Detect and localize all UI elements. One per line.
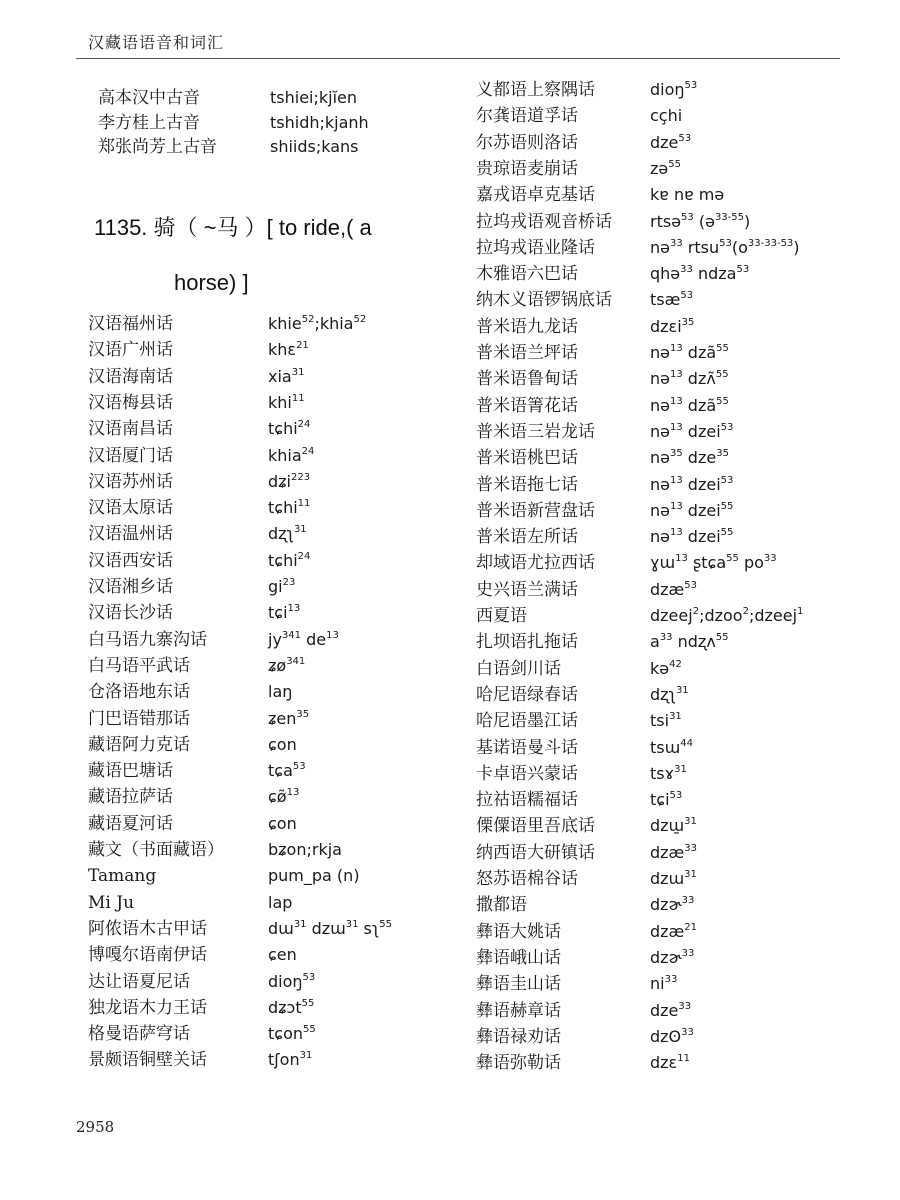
dialect-form: dzɯ$^{31}$ <box>650 869 697 888</box>
dialect-form: $gi^{23}$ <box>268 577 296 596</box>
dialect-name: 扎坝语扎拖话 <box>476 632 578 653</box>
dialect-form: dze$^{33}$ <box>650 1000 692 1020</box>
dialect-name: 藏语阿力克话 <box>88 734 190 755</box>
dialect-name: 史兴语兰满话 <box>476 579 578 600</box>
dialect-form: nə$^{13}$ dzei$^{55}$ <box>650 500 734 520</box>
dialect-name: 木雅语六巴话 <box>476 264 578 285</box>
dialect-name: 门巴语错那话 <box>88 708 190 729</box>
dialect-name: 普米语鲁甸话 <box>476 369 578 390</box>
dialect-form: dɯ$^{31}$ dzɯ$^{31}$ sʅ$^{55}$ <box>268 918 392 938</box>
dialect-form: khia$^{24}$ <box>268 445 315 465</box>
dialect-name: 阿侬语木古甲话 <box>88 918 207 939</box>
dialect-form: nə$^{35}$ dze$^{35}$ <box>650 448 729 468</box>
dialect-form: kɐ nɐ mə <box>650 185 725 205</box>
dialect-form: qhə$^{33}$ ndza$^{53}$ <box>650 264 750 284</box>
dialect-name: 白马语九寨沟话 <box>88 629 207 650</box>
dialect-form: dze$^{53}$ <box>650 132 692 152</box>
dialect-name: 达让语夏尼话 <box>88 971 190 992</box>
dialect-form: dzɚ$^{33}$ <box>650 947 695 967</box>
dialect-form: cçhi <box>650 106 683 126</box>
dialect-form: dzæ$^{53}$ <box>650 579 697 599</box>
dialect-name: 哈尼语墨江话 <box>476 711 578 732</box>
dialect-name: 纳木义语锣锅底话 <box>476 290 612 311</box>
dialect-name: 汉语福州话 <box>88 314 173 334</box>
dialect-form: dʐʅ$^{31}$ <box>650 684 689 704</box>
dialect-name: 彝语禄劝话 <box>476 1026 561 1047</box>
dialect-form: dzæ$^{21}$ <box>650 921 697 941</box>
dialect-name: 汉语厦门话 <box>88 445 173 466</box>
dialect-form: shiids;kans <box>270 137 359 156</box>
running-header: 汉藏语语音和词汇 <box>88 33 225 52</box>
dialect-form: tɕhi$^{11}$ <box>268 498 311 518</box>
dialect-form: bʑon;rkja <box>268 840 342 859</box>
dialect-name: 贵琼语麦崩话 <box>476 158 578 179</box>
dialect-name: 义都语上察隅话 <box>476 80 595 100</box>
dialect-form: $jy^{341}$ $de^{13}$ <box>268 629 339 649</box>
dialect-name: 纳西语大研镇话 <box>476 842 595 863</box>
dialect-name: 汉语海南话 <box>88 366 173 387</box>
dialect-name: 基诺语曼斗话 <box>476 737 578 758</box>
dialect-name: 普米语兰坪话 <box>476 343 578 363</box>
dialect-name: 彝语弥勒话 <box>476 1053 561 1074</box>
dialect-form: xia$^{31}$ <box>268 366 305 386</box>
dialect-name: 藏语夏河话 <box>88 813 173 834</box>
dialect-name: 仓洛语地东话 <box>88 682 190 703</box>
dialect-name: 汉语太原话 <box>88 498 173 519</box>
dialect-name: 撒都语 <box>476 895 527 916</box>
dialect-form: tsɯ$^{44}$ <box>650 737 693 757</box>
dialect-name: 拉祜语糯福话 <box>476 790 578 811</box>
dialect-name: 汉语温州话 <box>88 524 173 545</box>
dialect-name: 普米语左所话 <box>476 527 578 548</box>
dialect-name: 西夏语 <box>476 606 527 626</box>
dialect-name: 傈僳语里吾底话 <box>476 816 595 837</box>
dialect-name: 哈尼语绿春话 <box>476 684 578 705</box>
dialect-form: tɕon$^{55}$ <box>268 1024 316 1044</box>
dialect-name: Tamang <box>88 866 157 887</box>
dialect-name: 汉语南昌话 <box>88 419 173 440</box>
dialect-name: 普米语箐花话 <box>476 395 578 416</box>
dialect-form: tshiei;kjĭen <box>270 88 358 107</box>
dialect-form: nə$^{13}$ dzei$^{53}$ <box>650 421 734 441</box>
dialect-form: dzɚ$^{33}$ <box>650 895 695 915</box>
dialect-name: 普米语拖七话 <box>476 474 578 495</box>
dialect-form: tsæ$^{53}$ <box>650 290 694 310</box>
dialect-form: nə$^{13}$ dzʌ̃$^{55}$ <box>650 369 729 389</box>
dialect-form: nə$^{33}$ $rtsu^{53}(o^{33-33-53})$ <box>650 237 800 257</box>
dialect-name: 汉语广州话 <box>88 340 173 361</box>
dialect-name: 白语剑川话 <box>476 658 561 679</box>
dialect-name: 藏语巴塘话 <box>88 761 173 782</box>
dialect-name: 彝语大姚话 <box>476 921 561 942</box>
dialect-name: 却域语尤拉西话 <box>476 553 595 574</box>
dialect-form: tɕi$^{53}$ <box>650 790 683 810</box>
entry-heading <box>94 200 454 310</box>
dialect-form: dʐʅ$^{31}$ <box>268 524 307 544</box>
dialect-name: 李方桂上古音 <box>98 112 200 133</box>
dialect-form: kə$^{42}$ <box>650 658 682 678</box>
dialect-form: tʃon$^{31}$ <box>268 1050 313 1070</box>
dialect-name: 汉语苏州话 <box>88 471 173 492</box>
dialect-form: ʑø$^{341}$ <box>268 655 306 675</box>
entry-heading-line-2: horse) ] <box>174 270 249 295</box>
dialect-form: $a^{33}$ ndʐʌ$^{55}$ <box>650 632 729 652</box>
dialect-form: dzeej$^2$;dzoo$^2$;dzeej$^1$ <box>650 606 804 625</box>
page-number: 2958 <box>76 1118 115 1136</box>
dialect-form: $ni^{33}$ <box>650 974 678 994</box>
dialect-form: nə$^{13}$ dzei$^{53}$ <box>650 474 734 494</box>
dialect-form: tɕa$^{53}$ <box>268 761 306 781</box>
dialect-name: 汉语长沙话 <box>88 603 173 624</box>
dialect-form: tsɤ$^{31}$ <box>650 763 687 783</box>
dialect-form: ʑen$^{35}$ <box>268 708 310 728</box>
dialect-form: khɛ$^{21}$ <box>268 340 309 360</box>
dialect-form: dioŋ$^{53}$ <box>650 80 698 99</box>
dialect-name: 彝语赫章话 <box>476 1000 561 1021</box>
dialect-name: 藏语拉萨话 <box>88 787 173 808</box>
dialect-name: 博嘎尔语南伊话 <box>88 945 207 966</box>
dialect-form: zə$^{55}$ <box>650 158 681 178</box>
header-rule <box>76 58 840 59</box>
dialect-name: 景颇语铜壁关话 <box>88 1050 207 1071</box>
dialect-form: tɕi$^{13}$ <box>268 603 301 623</box>
dialect-name: 格曼语萨穹话 <box>88 1024 190 1045</box>
dialect-form: tɕhi$^{24}$ <box>268 419 311 439</box>
dialect-name: 郑张尚芳上古音 <box>98 137 217 157</box>
dialect-form: nə$^{13}$ dzã$^{55}$ <box>650 343 729 362</box>
dialect-name: 彝语圭山话 <box>476 974 561 995</box>
dialect-form: dʑɔt$^{55}$ <box>268 997 315 1017</box>
dialect-name: Mi Ju <box>88 892 135 913</box>
dialect-form: lap <box>268 892 293 912</box>
dialect-name: 白马语平武话 <box>88 655 190 676</box>
dialect-form: nə$^{13}$ dzei$^{55}$ <box>650 527 734 547</box>
dialect-form: ɕon <box>268 734 297 754</box>
dialect-name: 尔苏语则洛话 <box>476 132 578 153</box>
dialect-form: ɕø̃$^{13}$ <box>268 787 300 807</box>
dialect-name: 独龙语木力王话 <box>88 997 207 1018</box>
dialect-form: dʑi$^{223}$ <box>268 471 311 491</box>
dialect-form: dioŋ$^{53}$ <box>268 971 316 991</box>
dialect-name: 拉坞戎语业隆话 <box>476 237 595 258</box>
dialect-form: rtsə$^{53}$ (ə$^{33-55}$) <box>650 211 751 231</box>
dialect-form: ɕon <box>268 813 297 833</box>
dialect-name: 怒苏语棉谷话 <box>476 869 578 889</box>
dialect-name: 汉语西安话 <box>88 550 173 571</box>
entry-heading-line-1: 1135. 骑（ ~马 ）[ to ride,( a <box>94 215 372 240</box>
dialect-name: 高本汉中古音 <box>98 88 200 108</box>
dialect-name: 尔龚语道孚话 <box>476 106 578 127</box>
dialect-form: tɕhi$^{24}$ <box>268 550 311 570</box>
dialect-name: 拉坞戎语观音桥话 <box>476 211 612 232</box>
dialect-form: dzɛ$^{11}$ <box>650 1053 690 1073</box>
dialect-name: 普米语九龙话 <box>476 316 578 337</box>
dialect-name: 卡卓语兴蒙话 <box>476 763 578 784</box>
dialect-form: ɣɯ$^{13}$ ʂtɕa$^{55}$ $po^{33}$ <box>650 553 777 573</box>
dialect-form: pum_pa (n) <box>268 866 360 886</box>
dialect-form: tshidh;kjanh <box>270 112 369 132</box>
dialect-name: 嘉戎语卓克基话 <box>476 185 595 206</box>
dialect-name: 彝语峨山话 <box>476 947 561 968</box>
dialect-name: 藏文（书面藏语） <box>88 840 224 860</box>
dialect-name: 普米语三岩龙话 <box>476 421 595 442</box>
dialect-form: tsi$^{31}$ <box>650 711 682 731</box>
dialect-form: laŋ <box>268 682 293 702</box>
dialect-form: dzɛi$^{35}$ <box>650 316 695 336</box>
dialect-form: khi$^{11}$ <box>268 392 305 412</box>
dialect-form: dzʘ$^{33}$ <box>650 1026 694 1046</box>
dialect-name: 普米语桃巴话 <box>476 448 578 469</box>
dialect-form: dzɯ̱$^{31}$ <box>650 816 697 836</box>
dialect-name: 普米语新营盘话 <box>476 500 595 521</box>
dialect-form: khie$^{52}$;khia$^{52}$ <box>268 314 367 333</box>
dialect-name: 汉语梅县话 <box>88 392 173 413</box>
dialect-form: dzæ$^{33}$ <box>650 842 697 862</box>
dialect-form: nə$^{13}$ dzã$^{55}$ <box>650 395 729 415</box>
dialect-name: 汉语湘乡话 <box>88 577 173 597</box>
dialect-form: ɕen <box>268 945 297 965</box>
